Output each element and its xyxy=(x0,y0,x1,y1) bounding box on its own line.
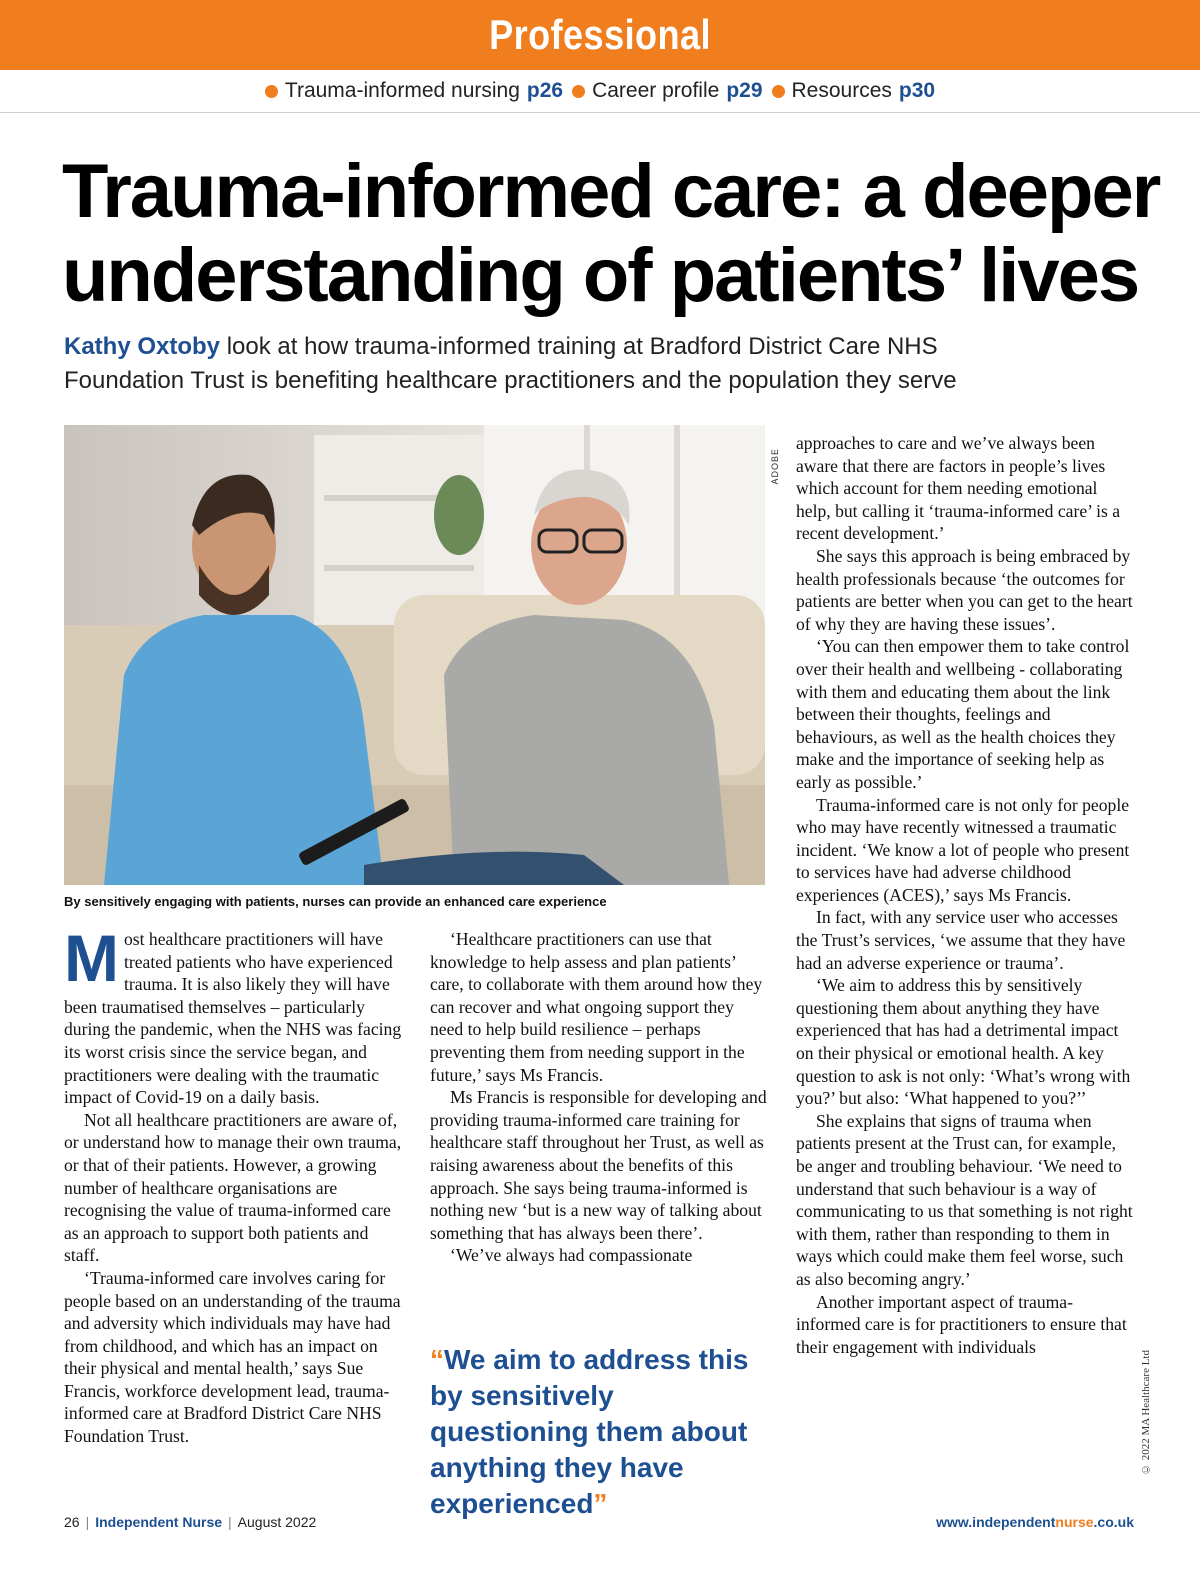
page-footer xyxy=(64,1514,1134,1530)
standfirst xyxy=(64,330,1064,398)
photo-illustration xyxy=(64,425,765,885)
paragraph: ‘We aim to address this by sensitively questioning them about anything they have experienced that has had a detrimental impact on their physical or emotional health. A key question to ask is not only: ‘What’s wrong with you?’ but also: ‘What happened to you?’’ xyxy=(796,975,1131,1109)
author-name: Kathy Oxtoby xyxy=(64,333,221,360)
text-column-1 xyxy=(64,921,404,1448)
website-link[interactable] xyxy=(936,1514,1134,1530)
nav-page: p29 xyxy=(726,79,763,102)
paragraph: In fact, with any service user who accesses the Trust’s services, ‘we assume that they have had an adverse experience or trauma’. xyxy=(796,907,1126,973)
article-headline: Trauma-informed care: a deeper understanding of patients’ lives xyxy=(62,149,1160,318)
paragraph-text: ost healthcare practitioners will have treated patients who have experienced trauma. It is also likely they will have been traumatised themselves – particularly during the pandemic, when the NHS was facing its worst crisis since the service began, and practitioners were dealing with the traumatic impact of Covid-19 on a daily basis. xyxy=(64,929,402,1108)
pull-quote-text: We aim to address this by sensitively questioning them about anything they have experienced xyxy=(430,1344,749,1519)
magazine-name-part: Independent xyxy=(95,1514,179,1530)
footer-left xyxy=(64,1514,316,1530)
nav-label: Trauma-informed nursing xyxy=(284,79,520,102)
paragraph: ‘Healthcare practitioners can use that knowledge to help assess and plan patients’ care, to collaborate with them around how they can recover and what ongoing support they need to help build resilience – perhaps preventing them from needing support in the future,’ says Ms Francis. xyxy=(430,929,763,1085)
paragraph: ‘Trauma-informed care involves caring for people based on an understanding of the trauma and adversity which individuals may have had from childhood, and which has an impact on their physical and mental health,’ says Sue Francis, workforce development lead, trauma-informed care at Bradford District Care NHS Foundation Trust. xyxy=(64,1267,401,1447)
paragraph: ‘We’ve always had compassionate xyxy=(450,1245,693,1266)
close-quote-mark: ” xyxy=(593,1488,608,1519)
pull-quote xyxy=(430,1342,775,1522)
website-part: .co.uk xyxy=(1093,1514,1134,1530)
magazine-name xyxy=(95,1514,222,1530)
bullet-icon xyxy=(772,85,785,98)
bullet-icon xyxy=(572,85,585,98)
photo-credit: ADOBE xyxy=(770,448,780,485)
nav-page: p26 xyxy=(526,79,564,102)
website-part: www.independent xyxy=(936,1514,1056,1530)
dropcap: M xyxy=(64,921,119,995)
bullet-icon xyxy=(265,85,278,98)
paragraph: Trauma-informed care is not only for people who may have recently witnessed a traumatic incident. ‘We know a lot of people who present to services have had adverse childhood experiences (ACES),’ says Ms Francis. xyxy=(796,794,1130,905)
text-column-2 xyxy=(430,928,770,1267)
nav-item-trauma[interactable] xyxy=(265,79,563,103)
paragraph: She says this approach is being embraced by health professionals because ‘the outcomes for patients are better when you can get to the heart of why they are having these issues’. xyxy=(796,545,1133,634)
nav-page: p30 xyxy=(898,79,936,102)
paragraph: approaches to care and we’ve always been aware that there are factors in people’s lives which account for them needing emotional help, but calling it ‘trauma-informed care’ is a recent development.’ xyxy=(796,433,1121,544)
page-number: 26 xyxy=(64,1514,80,1530)
nav-item-resources[interactable] xyxy=(772,79,936,103)
section-title: Professional xyxy=(489,11,711,58)
paragraph: ‘You can then empower them to take control over their health and wellbeing - collaborating with them and educating them about the link between their thoughts, feelings and behaviours, as well as the health choices they make and the importance of seeking help as early as possible.’ xyxy=(796,636,1130,792)
nav-item-career[interactable] xyxy=(572,79,762,103)
paragraph: Not all healthcare practitioners are aware of, or understand how to manage their own trauma, or that of their patients. However, a growing number of healthcare organisations are recognising the value of trauma-informed care as an approach to support both patients and staff. xyxy=(64,1109,402,1266)
magazine-name-part: Nurse xyxy=(182,1514,223,1530)
nav-label: Resources xyxy=(791,79,892,102)
section-nav xyxy=(0,70,1200,113)
footer-separator: | xyxy=(85,1514,90,1530)
paragraph: She explains that signs of trauma when patients present at the Trust can, for example, be anger and troubling behaviour. ‘We need to understand that such behaviour is a way of communicating to us that something is not right with them, rather than responding to them in ways which could make them feel worse, such as also becoming angry.’ xyxy=(796,1110,1133,1289)
nav-label: Career profile xyxy=(592,79,720,102)
standfirst-text: look at how trauma-informed training at Bradford District Care NHS Foundation Trust is benefiting healthcare practitioners and the population they serve xyxy=(64,333,957,394)
copyright-notice: © 2022 MA Healthcare Ltd xyxy=(1140,1350,1152,1476)
open-quote-mark: “ xyxy=(430,1344,444,1375)
photo-caption: By sensitively engaging with patients, nurses can provide an enhanced care experience xyxy=(64,894,607,909)
section-banner xyxy=(0,0,1200,70)
paragraph: Another important aspect of trauma-informed care is for practitioners to ensure that their engagement with individuals xyxy=(796,1291,1127,1357)
article-photo xyxy=(64,425,765,885)
text-column-3 xyxy=(796,432,1136,1358)
footer-separator: | xyxy=(228,1514,232,1530)
website-part: nurse xyxy=(1055,1514,1094,1530)
issue-date: August 2022 xyxy=(237,1514,317,1530)
paragraph xyxy=(64,921,404,1109)
paragraph: Ms Francis is responsible for developing and providing trauma-informed care training for healthcare staff throughout her Trust, as well as raising awareness about the benefits of this approach. She says being trauma-informed is nothing new ‘but is a new way of talking about something that has always been there’. xyxy=(430,1087,767,1243)
